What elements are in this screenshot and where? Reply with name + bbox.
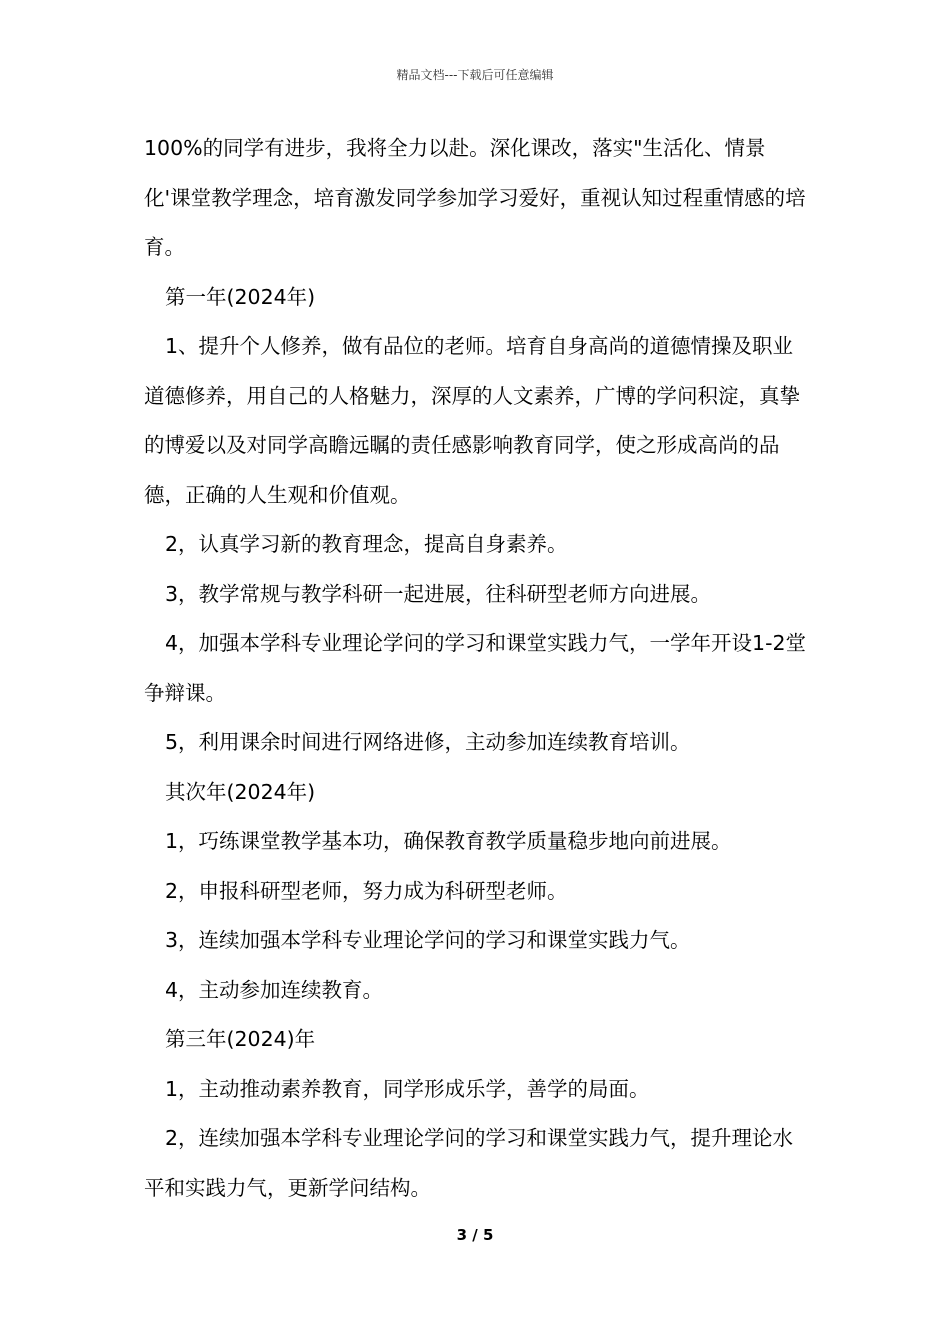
list-item: 2，认真学习新的教育理念，提高自身素养。 <box>165 532 568 556</box>
section-heading-year-3: 第三年(2024)年 <box>165 1027 316 1051</box>
list-item: 4，主动参加连续教育。 <box>165 977 384 1002</box>
page-header: 精品文档---下载后可任意编辑 <box>396 68 554 82</box>
list-item: 1，巧练课堂教学基本功，确保教育教学质量稳步地向前进展。 <box>165 829 732 853</box>
page-number: 3 / 5 <box>456 1226 494 1244</box>
list-item: 3，连续加强本学科专业理论学问的学习和课堂实践力气。 <box>165 928 691 952</box>
list-item: 3，教学常规与教学科研一起进展，往科研型老师方向进展。 <box>165 581 712 606</box>
list-item: 5，利用课余时间进行网络进修，主动参加连续教育培训。 <box>165 730 691 754</box>
paragraph-continued: 100%的同学有进步，我将全力以赴。深化课改，落实"生活化、情景化'课堂教学理念，培育激发同学参加学习爱好，重视认知过程重情感的培育。 <box>144 136 806 259</box>
list-item: 4，加强本学科专业理论学问的学习和课堂实践力气，一学年开设1-2堂争辩课。 <box>144 631 807 705</box>
section-heading-year-1: 第一年(2024年) <box>165 284 316 309</box>
list-item: 2，申报科研型老师，努力成为科研型老师。 <box>165 878 568 903</box>
list-item: 2，连续加强本学科专业理论学问的学习和课堂实践力气，提升理论水平和实践力气，更新学问结构。 <box>144 1126 794 1200</box>
list-item: 1、提升个人修养，做有品位的老师。培育自身高尚的道德情操及职业道德修养，用自己的人格魅力，深厚的人文素养，广博的学问积淀，真挚的博爱以及对同学高瞻远瞩的责任感影响教育同学，使之形成高尚的品德，正确的人生观和价值观。 <box>144 334 800 507</box>
list-item: 1，主动推动素养教育，同学形成乐学，善学的局面。 <box>165 1076 650 1101</box>
document-body <box>144 124 810 1213</box>
section-heading-year-2: 其次年(2024年) <box>165 779 316 804</box>
